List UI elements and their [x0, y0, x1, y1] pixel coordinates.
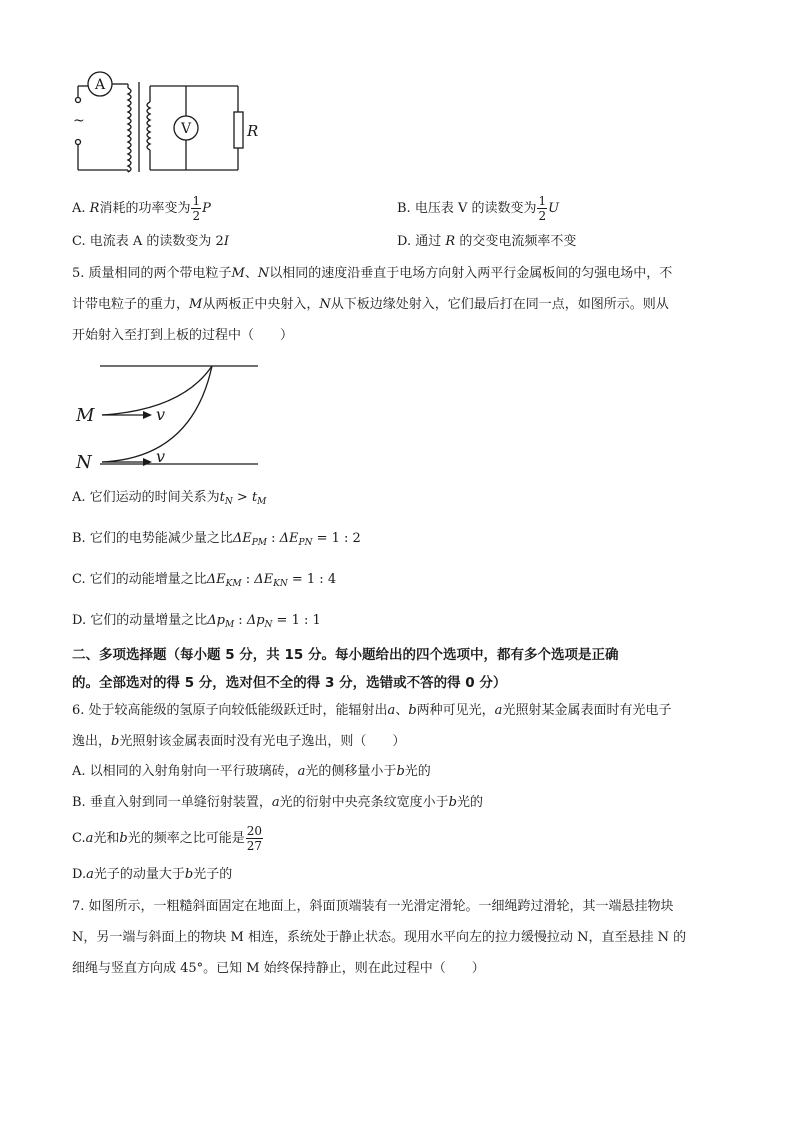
transformer-circuit-diagram [62, 66, 282, 178]
variable-r: R [89, 201, 100, 216]
q7-stem-line-2: N，另一端与斜面上的物块 M 相连，系统处于静止状态。现用水平向左的拉力缓慢拉动 N，直至悬挂 N 的 [72, 930, 687, 945]
q6-option-a[interactable]: A. 以相同的入射角射向一平行玻璃砖，a光的侧移量小于b光的 [72, 764, 431, 779]
q5-stem-line-3: 开始射入至打到上板的过程中（ ） [72, 328, 294, 343]
voltmeter-symbol: V [180, 121, 192, 137]
q5-option-a[interactable]: A. 它们运动的时间关系为$t_N > t_M$ [72, 490, 267, 507]
section-2-heading [72, 641, 722, 697]
label-n: N [76, 452, 92, 473]
option-letter: D. [397, 234, 412, 249]
q5-option-c[interactable]: C. 它们的动能增量之比$\Delta E_{KM}$ : $\Delta E_{KN} = 1$ : 4 [72, 572, 337, 589]
option-text: D. 它们的动量增量之比 [72, 613, 208, 628]
option-text: 消耗的功率变为 [99, 201, 191, 216]
option-text: 电压表 V 的读数变为 [414, 201, 537, 216]
fraction: $\frac{1}{2}$ [538, 194, 547, 223]
option-letter: A. [72, 201, 86, 216]
ac-symbol: ~ [73, 113, 85, 129]
variable-i: I [223, 234, 229, 249]
q4-option-d[interactable] [397, 232, 576, 252]
option-text: B. 它们的电势能减少量之比 [72, 531, 233, 546]
option-text: A. 它们运动的时间关系为 [72, 490, 220, 505]
label-m: M [76, 405, 95, 426]
q6-option-b[interactable]: B. 垂直入射到同一单缝衍射装置，a光的衍射中央亮条纹宽度小于b光的 [72, 795, 483, 810]
option-text: 电流表 A 的读数变为 2 [89, 234, 224, 249]
q7-stem [72, 891, 722, 984]
option-text: C. 它们的动能增量之比 [72, 572, 207, 587]
q5-stem-line-2: 计带电粒子的重力，M从两板正中央射入，N从下板边缘处射入，它们最后打在同一点，如图所示。则从 [72, 297, 669, 312]
secondary-coil [147, 102, 150, 150]
q6-option-d[interactable]: D.a光子的动量大于b光子的 [72, 867, 233, 882]
section-2-heading-line-1: 二、多项选择题（每小题 5 分，共 15 分。每小题给出的四个选项中，都有多个选项是正确 [72, 647, 619, 663]
label-v-m: v [156, 405, 166, 424]
variable-r: R [445, 234, 456, 249]
option-text: 通过 [415, 234, 442, 249]
primary-coil [128, 88, 131, 172]
option-letter: C. [72, 234, 86, 249]
option-text: 的交变电流频率不变 [459, 234, 577, 249]
q5-option-d[interactable]: D. 它们的动量增量之比$\Delta p_M$ : $\Delta p_N = 1$ : 1 [72, 613, 321, 630]
q5-stem-line-1: 5. 质量相同的两个带电粒子M、N以相同的速度沿垂直于电场方向射入两平行金属板间的匀强电场中，不 [72, 266, 673, 281]
resistor-label: R [247, 122, 259, 140]
fraction: $\frac{20}{27}$ [246, 824, 263, 853]
label-v-n: v [156, 447, 166, 466]
q7-stem-line-3: 细绳与竖直方向成 45°。已知 M 始终保持静止，则在此过程中（ ） [72, 961, 485, 976]
q7-stem-line-1: 7. 如图所示，一粗糙斜面固定在地面上，斜面顶端装有一光滑定滑轮。一细绳跨过滑轮，其一端悬挂物块 [72, 899, 674, 914]
q6-stem-line-1: 6. 处于较高能级的氢原子向较低能级跃迁时，能辐射出a、b两种可见光，a光照射某金属表面时有光电子 [72, 703, 672, 718]
section-2-heading-line-2: 的。全部选对的得 5 分，选对但不全的得 3 分，选错或不答的得 0 分） [72, 675, 507, 691]
q6-stem [72, 695, 722, 757]
q4-option-b[interactable] [397, 194, 559, 223]
resistor [234, 112, 243, 148]
primary-terminal-top [76, 98, 81, 103]
variable-u: U [548, 201, 560, 216]
ammeter-symbol: A [94, 77, 106, 93]
q5-option-b[interactable]: B. 它们的电势能减少量之比$\Delta E_{PM}$ : $\Delta E_{PN} = 1$ : 2 [72, 531, 361, 548]
q6-option-c[interactable]: C.a光和b光的频率之比可能是 $\frac{20}{27}$ [72, 824, 263, 853]
parallel-plates-figure [72, 358, 272, 476]
fraction: $\frac{1}{2}$ [192, 194, 201, 223]
option-letter: B. [397, 201, 411, 216]
q5-stem [72, 258, 722, 351]
q6-stem-line-2: 逸出，b光照射该金属表面时没有光电子逸出，则（ ） [72, 734, 406, 749]
q4-option-c[interactable] [72, 232, 229, 252]
variable-p: P [202, 201, 211, 216]
primary-terminal-bottom [76, 140, 81, 145]
q4-option-a[interactable] [72, 194, 211, 223]
